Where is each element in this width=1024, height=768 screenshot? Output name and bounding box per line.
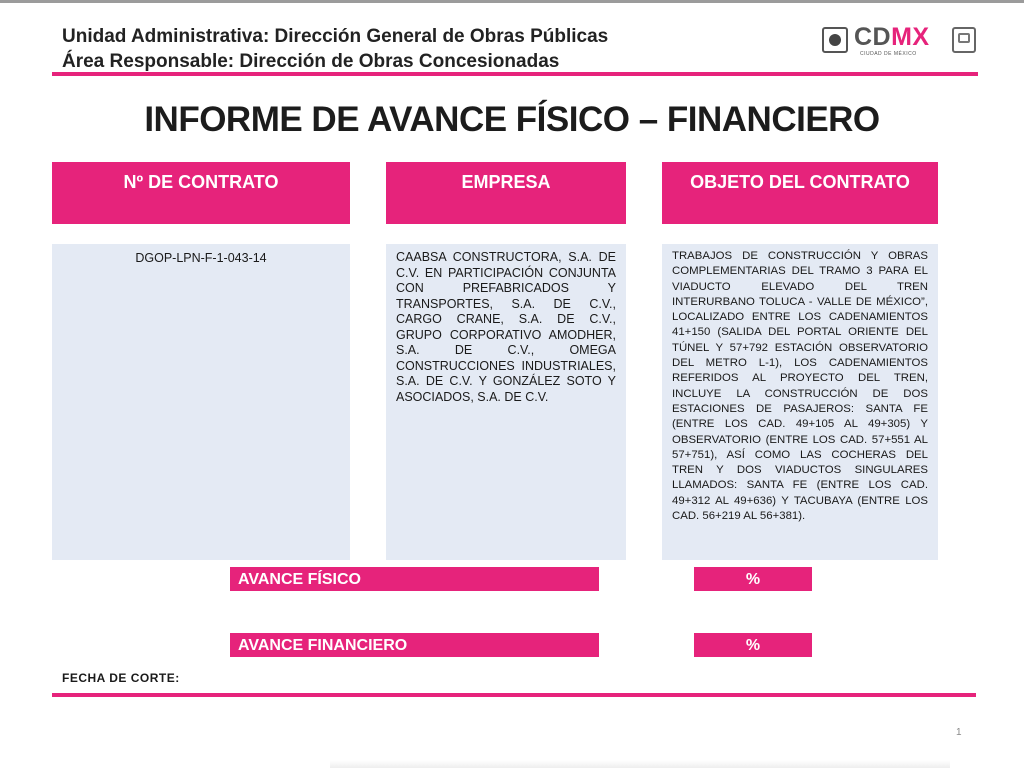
page-number: 1: [956, 727, 962, 738]
contract-object-value: TRABAJOS DE CONSTRUCCIÓN Y OBRAS COMPLEMENTARIAS DEL TRAMO 3 PARA EL VIADUCTO ELEVADO DEL TREN INTERURBANO TOLUCA - VALLE DE MÉXICO”, LOCALIZADO ENTRE LOS CADENAMIENTOS 41+150 (SALIDA DEL PORTAL ORIENTE DEL TÚNEL Y 57+792 ESTACIÓN OBSERVATORIO DEL METRO L-1), LOS CADENAMIENTOS REFERIDOS AL PROYECTO DEL TREN, INCLUYE LA CONSTRUCCIÓN DE DOS ESTACIONES DE PASAJEROS: SANTA FE (ENTRE LOS CAD. 49+105 AL 49+305) Y OBSERVATORIO (ENTRE LOS CAD. 57+551 AL 57+751), ASÍ COMO LAS COCHERAS DEL TREN Y DOS VIADUCTOS SINGULARES LLAMADOS: SANTA FE (ENTRE LOS CAD. 49+312 AL 49+636) Y TACUBAYA (ENTRE LOS CAD. 56+219 AL 56+381).: [662, 244, 938, 560]
contract-number-heading: Nº DE CONTRATO: [52, 162, 350, 224]
company-value: CAABSA CONSTRUCTORA, S.A. DE C.V. EN PARTICIPACIÓN CONJUNTA CON PREFABRICADOS Y TRANSPORTES, S.A. DE C.V., CARGO CRANE, S.A. DE C.V., GRUPO CORPORATIVO AMODHER, S.A. DE C.V., OMEGA CONSTRUCCIONES INDUSTRIALES, S.A. DE C.V. Y GONZÁLEZ SOTO Y ASOCIADOS, S.A. DE C.V.: [386, 244, 626, 560]
document-header: [62, 24, 608, 74]
area-responsable: Área Responsable: Dirección de Obras Concesionadas: [62, 51, 560, 72]
avance-financiero-label: AVANCE FINANCIERO: [230, 633, 599, 657]
government-building-icon: [952, 27, 976, 53]
avance-financiero-percent: %: [694, 633, 812, 657]
avance-fisico-label: AVANCE FÍSICO: [230, 567, 599, 591]
header-divider: [52, 72, 978, 76]
cdmx-logo: CDMX: [854, 23, 930, 51]
footer-divider: [52, 693, 976, 697]
top-border-line: [0, 0, 1024, 3]
logo-group: [822, 25, 982, 57]
report-title: INFORME DE AVANCE FÍSICO – FINANCIERO: [144, 100, 880, 139]
unidad-administrativa: Unidad Administrativa: Dirección General de Obras Públicas: [62, 26, 609, 47]
fecha-de-corte-label: FECHA DE CORTE:: [62, 671, 180, 685]
bottom-shadow: [330, 760, 950, 768]
cdmx-logo-subtitle: CIUDAD DE MÉXICO: [860, 51, 917, 57]
coat-of-arms-icon: [822, 27, 848, 53]
contract-number-value: DGOP-LPN-F-1-043-14: [52, 244, 350, 560]
contract-object-heading: OBJETO DEL CONTRATO: [662, 162, 938, 224]
company-heading: EMPRESA: [386, 162, 626, 224]
avance-fisico-percent: %: [694, 567, 812, 591]
